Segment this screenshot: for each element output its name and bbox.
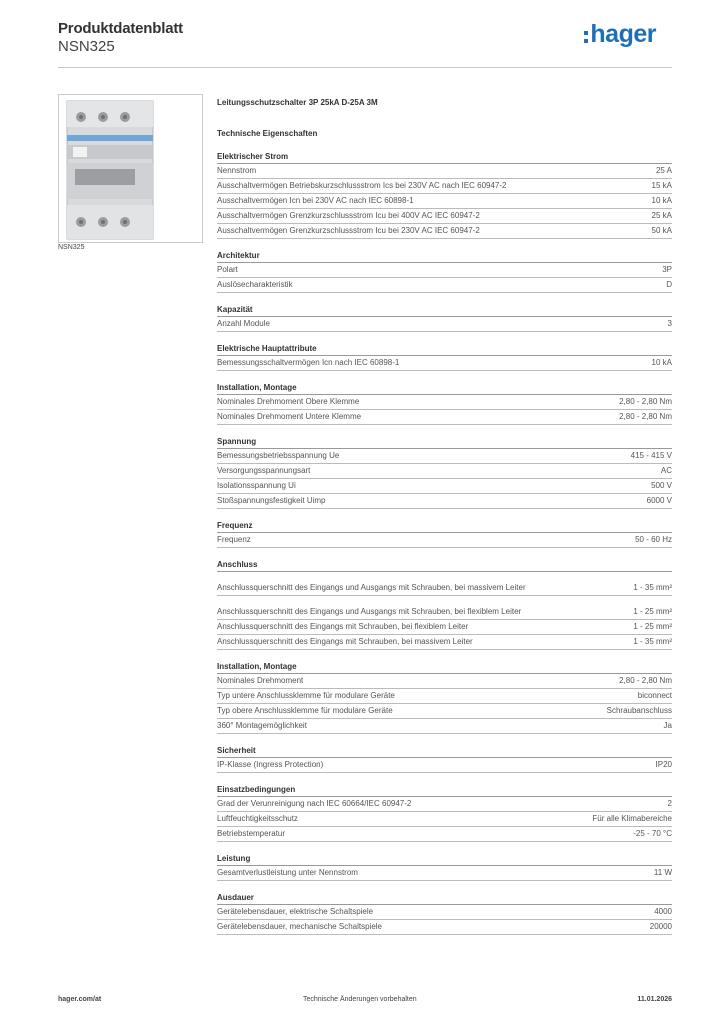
property-label: Nominales Drehmoment Obere Klemme: [217, 397, 360, 406]
property-label: Anschlussquerschnitt des Eingangs mit Schrauben, bei flexiblem Leiter: [217, 622, 469, 631]
property-label: Isolationsspannung Ui: [217, 481, 296, 490]
property-label: Betriebstemperatur: [217, 829, 286, 838]
footer-website: hager.com/at: [58, 996, 102, 1003]
datasheet-content: [217, 96, 672, 935]
property-row: [217, 194, 672, 209]
property-label: Anzahl Module: [217, 319, 270, 328]
property-row: [217, 812, 672, 827]
property-row: [217, 209, 672, 224]
property-row: [217, 410, 672, 425]
property-value: 4000: [654, 907, 672, 916]
property-row: [217, 395, 672, 410]
product-name: Leitungsschutzschalter 3P 25kA D-25A 3M: [217, 98, 378, 107]
property-section: [217, 852, 672, 881]
property-value: Für alle Klimabereiche: [592, 814, 672, 823]
property-value: IP20: [655, 760, 672, 769]
property-row: [217, 278, 672, 293]
section-heading: Sicherheit: [217, 744, 672, 758]
property-section: [217, 783, 672, 842]
property-row: [217, 920, 672, 935]
property-row: [217, 464, 672, 479]
property-label: Anschlussquerschnitt des Eingangs und Ausgangs mit Schrauben, bei massivem Leiter: [217, 583, 526, 592]
property-section: [217, 435, 672, 509]
property-row: [217, 866, 672, 881]
property-value: 25 kA: [651, 211, 672, 220]
property-value: 50 kA: [651, 226, 672, 235]
property-label: Anschlussquerschnitt des Eingangs mit Schrauben, bei massivem Leiter: [217, 637, 473, 646]
property-label: Typ untere Anschlussklemme für modulare Geräte: [217, 691, 395, 700]
property-value: D: [666, 280, 672, 289]
property-row: [217, 689, 672, 704]
property-value: 1 - 35 mm²: [633, 637, 672, 646]
section-heading: Einsatzbedingungen: [217, 783, 672, 797]
section-heading: Elektrische Hauptattribute: [217, 342, 672, 356]
property-label: Ausschaltvermögen Grenzkurzschlussstrom Icu bei 400V AC IEC 60947-2: [217, 211, 480, 220]
property-label: Bemessungsschaltvermögen Icn nach IEC 60898-1: [217, 358, 400, 367]
property-row: [217, 674, 672, 689]
property-value: 500 V: [651, 481, 672, 490]
property-label: Auslösecharakteristik: [217, 280, 293, 289]
property-row: [217, 719, 672, 734]
property-value: 11 W: [653, 868, 672, 877]
property-row: [217, 164, 672, 179]
property-section: [217, 150, 672, 239]
property-value: 2: [667, 799, 672, 808]
property-value: Schraubanschluss: [606, 706, 672, 715]
property-row: [217, 356, 672, 371]
property-section: [217, 891, 672, 935]
property-label: Luftfeuchtigkeitsschutz: [217, 814, 298, 823]
property-value: 3: [667, 319, 672, 328]
technical-properties-heading: Technische Eigenschaften: [217, 129, 318, 138]
property-label: Nominales Drehmoment Untere Klemme: [217, 412, 362, 421]
property-section: [217, 342, 672, 371]
property-row: [217, 224, 672, 239]
property-value: -25 - 70 °C: [633, 829, 672, 838]
property-value: 3P: [662, 265, 672, 274]
property-label: Frequenz: [217, 535, 251, 544]
property-label: Bemessungsbetriebsspannung Ue: [217, 451, 340, 460]
property-value: 2,80 - 2,80 Nm: [619, 412, 672, 421]
property-row: [217, 620, 672, 635]
property-value: 1 - 35 mm²: [633, 583, 672, 592]
property-section: [217, 303, 672, 332]
property-value: Ja: [663, 721, 672, 730]
property-label: Anschlussquerschnitt des Eingangs und Ausgangs mit Schrauben, bei flexiblem Leiter: [217, 607, 522, 616]
property-value: 10 kA: [651, 196, 672, 205]
property-value: 415 - 415 V: [630, 451, 672, 460]
property-label: Grad der Verunreinigung nach IEC 60664/IEC 60947-2: [217, 799, 412, 808]
property-row: [217, 758, 672, 773]
property-value: 1 - 25 mm²: [633, 607, 672, 616]
footer-notice: Technische Änderungen vorbehalten: [303, 996, 417, 1003]
property-value: biconnect: [637, 691, 672, 700]
property-section: [217, 381, 672, 425]
property-label: Versorgungsspannungsart: [217, 466, 311, 475]
property-value: 50 - 60 Hz: [635, 535, 672, 544]
section-heading: Installation, Montage: [217, 660, 672, 674]
property-row: [217, 263, 672, 278]
property-row: [217, 533, 672, 548]
property-value: 20000: [649, 922, 672, 931]
page-header: [58, 20, 672, 68]
property-label: Gerätelebensdauer, elektrische Schaltspiele: [217, 907, 374, 916]
page-footer: [58, 996, 672, 1003]
property-label: Ausschaltvermögen Betriebskurzschlussstrom Ics bei 230V AC nach IEC 60947-2: [217, 181, 507, 190]
property-label: Typ obere Anschlussklemme für modulare Geräte: [217, 706, 393, 715]
property-section: [217, 744, 672, 773]
property-section: [217, 519, 672, 548]
property-row: [217, 827, 672, 842]
section-heading: Anschluss: [217, 558, 672, 572]
product-image-caption: NSN325: [58, 244, 85, 251]
product-image: [58, 94, 203, 243]
property-label: Stoßspannungsfestigkeit Uimp: [217, 496, 326, 505]
property-row: [217, 479, 672, 494]
product-code: NSN325: [58, 38, 115, 55]
section-heading: Elektrischer Strom: [217, 150, 672, 164]
section-heading: Kapazität: [217, 303, 672, 317]
property-label: IP-Klasse (Ingress Protection): [217, 760, 324, 769]
circuit-breaker-icon: [59, 95, 202, 242]
property-value: 6000 V: [646, 496, 672, 505]
hager-logo: [584, 20, 656, 49]
property-sections: [217, 150, 672, 935]
property-row: [217, 317, 672, 332]
property-value: AC: [660, 466, 672, 475]
property-section: [217, 249, 672, 293]
property-value: 15 kA: [651, 181, 672, 190]
property-row: [217, 449, 672, 464]
footer-date: 11.01.2026: [637, 996, 672, 1003]
property-value: 25 A: [655, 166, 672, 175]
property-row: [217, 494, 672, 509]
property-row: [217, 635, 672, 650]
property-value: 1 - 25 mm²: [633, 622, 672, 631]
property-label: Gerätelebensdauer, mechanische Schaltspiele: [217, 922, 382, 931]
property-label: Ausschaltvermögen Icn bei 230V AC nach IEC 60898-1: [217, 196, 414, 205]
property-label: Nominales Drehmoment: [217, 676, 304, 685]
section-heading: Frequenz: [217, 519, 672, 533]
property-value: 2,80 - 2,80 Nm: [619, 676, 672, 685]
section-heading: Installation, Montage: [217, 381, 672, 395]
logo-text: hager: [590, 20, 656, 48]
section-heading: Spannung: [217, 435, 672, 449]
logo-dots-icon: [584, 31, 588, 43]
property-row: [217, 572, 672, 596]
property-row: [217, 704, 672, 719]
section-heading: Architektur: [217, 249, 672, 263]
property-row: [217, 179, 672, 194]
property-label: Nennstrom: [217, 166, 257, 175]
property-row: [217, 596, 672, 620]
property-label: Ausschaltvermögen Grenzkurzschlussstrom Icu bei 230V AC IEC 60947-2: [217, 226, 480, 235]
property-row: [217, 797, 672, 812]
section-heading: Ausdauer: [217, 891, 672, 905]
property-label: Polart: [217, 265, 238, 274]
property-value: 10 kA: [651, 358, 672, 367]
property-label: 360° Montagemöglichkeit: [217, 721, 307, 730]
property-value: 2,80 - 2,80 Nm: [619, 397, 672, 406]
document-title: Produktdatenblatt: [58, 20, 183, 37]
property-section: [217, 660, 672, 734]
property-label: Gesamtverlustleistung unter Nennstrom: [217, 868, 358, 877]
header-divider: [58, 67, 672, 68]
property-row: [217, 905, 672, 920]
property-section: [217, 558, 672, 650]
section-heading: Leistung: [217, 852, 672, 866]
